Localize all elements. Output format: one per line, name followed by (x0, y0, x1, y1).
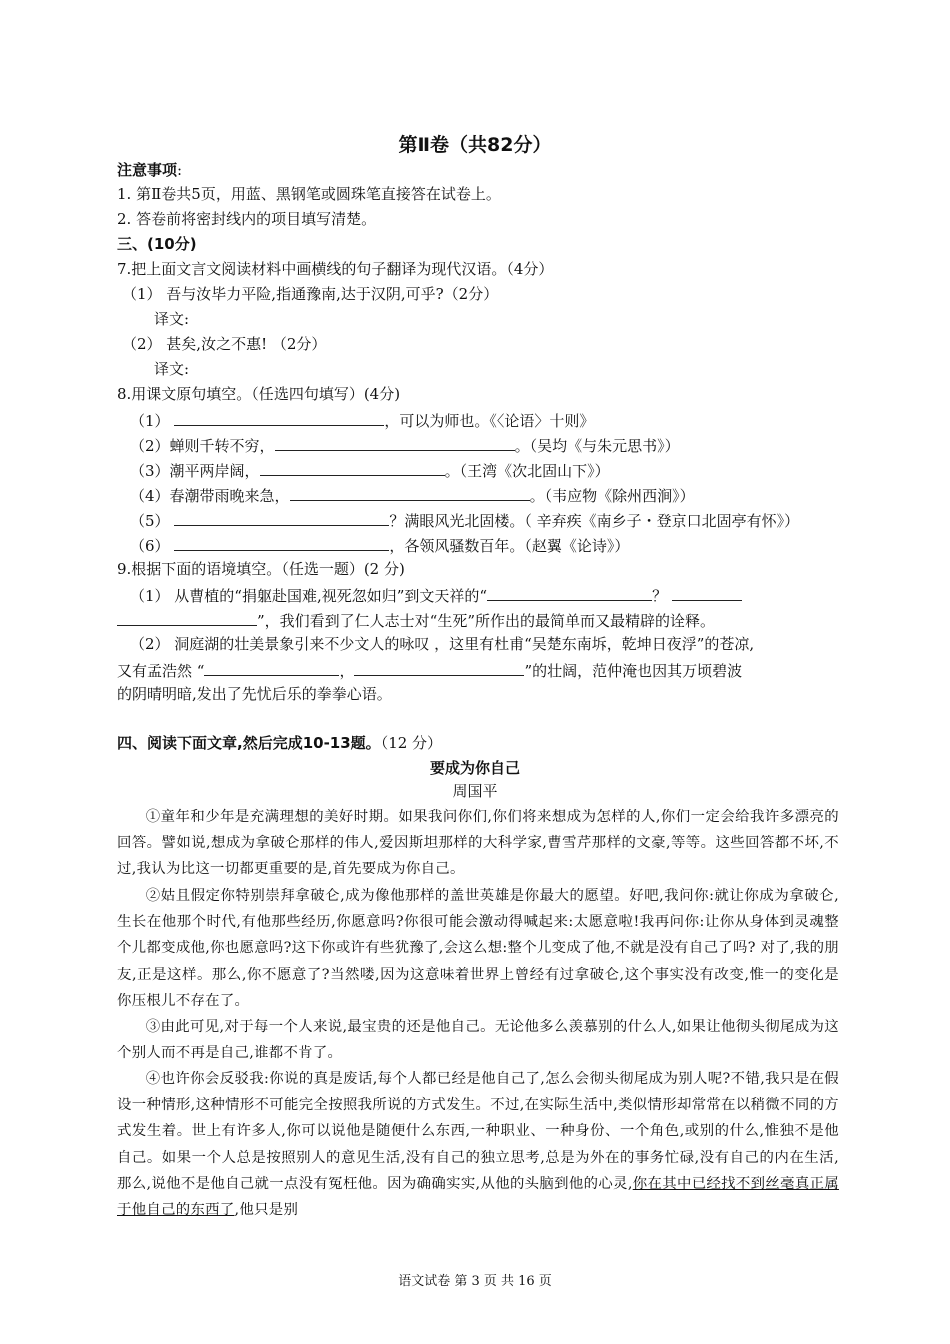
q8-item-2-after: 。（吴均《与朱元思书》） (514, 437, 680, 455)
article-author: 周国平 (452, 782, 498, 800)
q8-blank-2[interactable] (275, 434, 515, 451)
article-paragraph-2: ②姑且假定你特别崇拜拿破仑,成为像他那样的盖世英雄是你最大的愿望。好吧,我问你:就让你成为拿破仑,生长在他那个时代,有他那些经历,你愿意吗?你很可能会激动得喊起来:太愿意啦!我再问你:让你从身体到灵魂整个儿都变成他,你也愿意吗?这下你或许有些犹豫了,会这么想:整个儿变成了他,不就是没有自己了吗? 对了,我的朋友,正是这样。那么,你不愿意了?当然喽,因为这意味着世界上曾经有过拿破仑,这个事实没有改变,惟一的变化是你压根儿不存在了。 (117, 888, 839, 1009)
q8-item-6-text: ，各领风骚数百年。（赵翼《论诗》） (389, 537, 630, 555)
part4-score: （12 分） (380, 734, 443, 752)
q9-sub-2-line-2 (117, 659, 742, 681)
q9-sub-2-line-3: 的阴晴明暗,发出了先忧后乐的拳拳心语。 (117, 685, 392, 703)
q8-blank-1[interactable] (174, 409, 384, 426)
q8-item-3-num: （3） (130, 462, 170, 480)
q9-sub-2-line-1: （2） 洞庭湖的壮美景象引来不少文人的咏叹 ，这里有杜甫“吴楚东南坼，乾坤日夜浮”的苍凉, (130, 635, 755, 653)
q8-blank-4[interactable] (290, 484, 530, 501)
part4-heading-line (117, 733, 442, 753)
q9-sub-1-question: ？ (652, 587, 668, 605)
q9-sub-1-text-b: ”，我们看到了仁人志士对“生死”所作出的最简单而又最精辟的诠释。 (257, 612, 716, 630)
q9-sub-1-text-a: （1） 从曹植的“捐躯赴国难,视死忽如归”到文天祥的“ (130, 587, 488, 605)
q8-item-2-num: （2） (130, 437, 170, 455)
notes-item-2: 2. 答卷前将密封线内的项目填写清楚。 (117, 210, 377, 228)
q7-sentence-2: （2） 甚矣,汝之不惠! （2分） (122, 335, 327, 353)
q8-item-2-before: 蝉则千转不穷， (169, 437, 275, 455)
q9-sub-1-line-1 (130, 584, 742, 606)
q7-answer-label-2: 译文: (154, 360, 190, 378)
q8-item-5 (130, 509, 799, 531)
q8-item-4 (130, 484, 695, 506)
q9-sub-1-line-2 (117, 609, 715, 631)
q8-item-5-text: ？满眼风光北固楼。（ 辛弃疾《南乡子・登京口北固亭有怀》） (389, 512, 800, 530)
q8-blank-3[interactable] (260, 459, 445, 476)
underlined-sentence: 你在其中已经找不到丝毫真正属于他自己的东西了 (117, 1175, 840, 1219)
part4-heading: 四、阅读下面文章,然后完成10-13题。 (117, 734, 381, 752)
q8-item-6-num: （6） (130, 537, 170, 555)
article-paragraph-1: ①童年和少年是充满理想的美好时期。如果我问你们,你们将来想成为怎样的人,你们一定会给我许多漂亮的回答。譬如说,想成为拿破仑那样的伟人,爱因斯坦那样的大科学家,曹雪芹那样的文豪,等等。这些回答都不坏,不过,我认为比这一切都更重要的是,首先要成为你自己。 (117, 809, 839, 878)
q9-sub-2-text-c: ”的壮阔，范仲淹也因其万顷碧波 (524, 662, 743, 680)
q8-item-2 (130, 434, 680, 456)
q8-item-4-num: （4） (130, 487, 170, 505)
notes-heading-line (117, 160, 182, 180)
q9-blank-4[interactable] (204, 659, 339, 676)
q8-item-1-num: （1） (130, 412, 170, 430)
q8-blank-5[interactable] (174, 509, 389, 526)
q9-blank-3[interactable] (117, 609, 257, 626)
q8-blank-6[interactable] (174, 534, 389, 551)
q8-item-4-before: 春潮带雨晚来急， (169, 487, 290, 505)
q7-stem: 7.把上面文言文阅读材料中画横线的句子翻译为现代汉语。（4分） (117, 260, 554, 278)
q7-answer-label-1: 译文: (154, 310, 190, 328)
q8-item-4-after: 。（韦应物《除州西涧》） (529, 487, 695, 505)
paragraph-4-text: ④也许你会反驳我:你说的真是废话,每个人都已经是他自己了,怎么会彻头彻尾成为别人呢?不错,我只是在假设一种情形,这种情形不可能完全按照我所说的方式发生。不过,在实际生活中,类似情形却常常在以稍微不同的方式发生着。世上有许多人,你可以说他是随便什么东西,一种职业、一种身份、一个角色,或别的什么,惟独不是他自己。如果一个人总是按照别人的意见生活,没有自己的独立思考,总是为外在的事务忙碌,没有自己的内在生活,那么,说他不是他自己就一点没有冤枉他。因为确确实实,从他的头脑到他的心灵, (117, 1071, 839, 1192)
q9-blank-1[interactable] (487, 584, 652, 601)
q8-item-5-num: （5） (130, 512, 170, 530)
q8-stem: 8.用课文原句填空。（任选四句填写）(4分) (117, 385, 401, 403)
q9-sub-2-text-b: 又有孟浩然 “ (117, 662, 205, 680)
section-title: 第Ⅱ卷（共82分） (398, 134, 552, 156)
q8-item-6 (130, 534, 629, 556)
q9-sub-2-comma: ， (339, 662, 355, 680)
article-paragraph-4 (117, 1066, 839, 1223)
notes-item-1: 1. 第Ⅱ卷共5页，用蓝、黑钢笔或圆珠笔直接答在试卷上。 (117, 185, 501, 203)
q8-item-3-after: 。（王湾《次北固山下》） (444, 462, 610, 480)
article-paragraph-3: ③由此可见,对于每一个人来说,最宝贵的还是他自己。无论他多么羡慕别的什么人,如果让他彻头彻尾成为这个别人而不再是自己,谁都不肯了。 (117, 1019, 839, 1062)
q9-blank-2[interactable] (672, 584, 742, 601)
notes-heading: 注意事项 (117, 161, 178, 179)
paragraph-4-tail: ,他只是别 (234, 1202, 299, 1219)
q8-item-3-before: 潮平两岸阔， (169, 462, 260, 480)
q8-item-3 (130, 459, 610, 481)
q7-sentence-1: （1） 吾与汝毕力平险,指通豫南,达于汉阴,可乎?（2分） (122, 285, 499, 303)
q9-blank-5[interactable] (354, 659, 524, 676)
page-footer: 语文试卷 第 3 页 共 16 页 (398, 1274, 552, 1289)
q8-item-1 (130, 409, 594, 431)
q8-item-1-text: ，可以为师也。《〈论语〉十则》 (384, 412, 595, 430)
q9-stem: 9.根据下面的语境填空。（任选一题）(2 分) (117, 560, 405, 578)
part3-heading: 三、(10分) (117, 235, 197, 253)
article-title: 要成为你自己 (429, 759, 520, 777)
notes-heading-colon: : (177, 161, 183, 179)
